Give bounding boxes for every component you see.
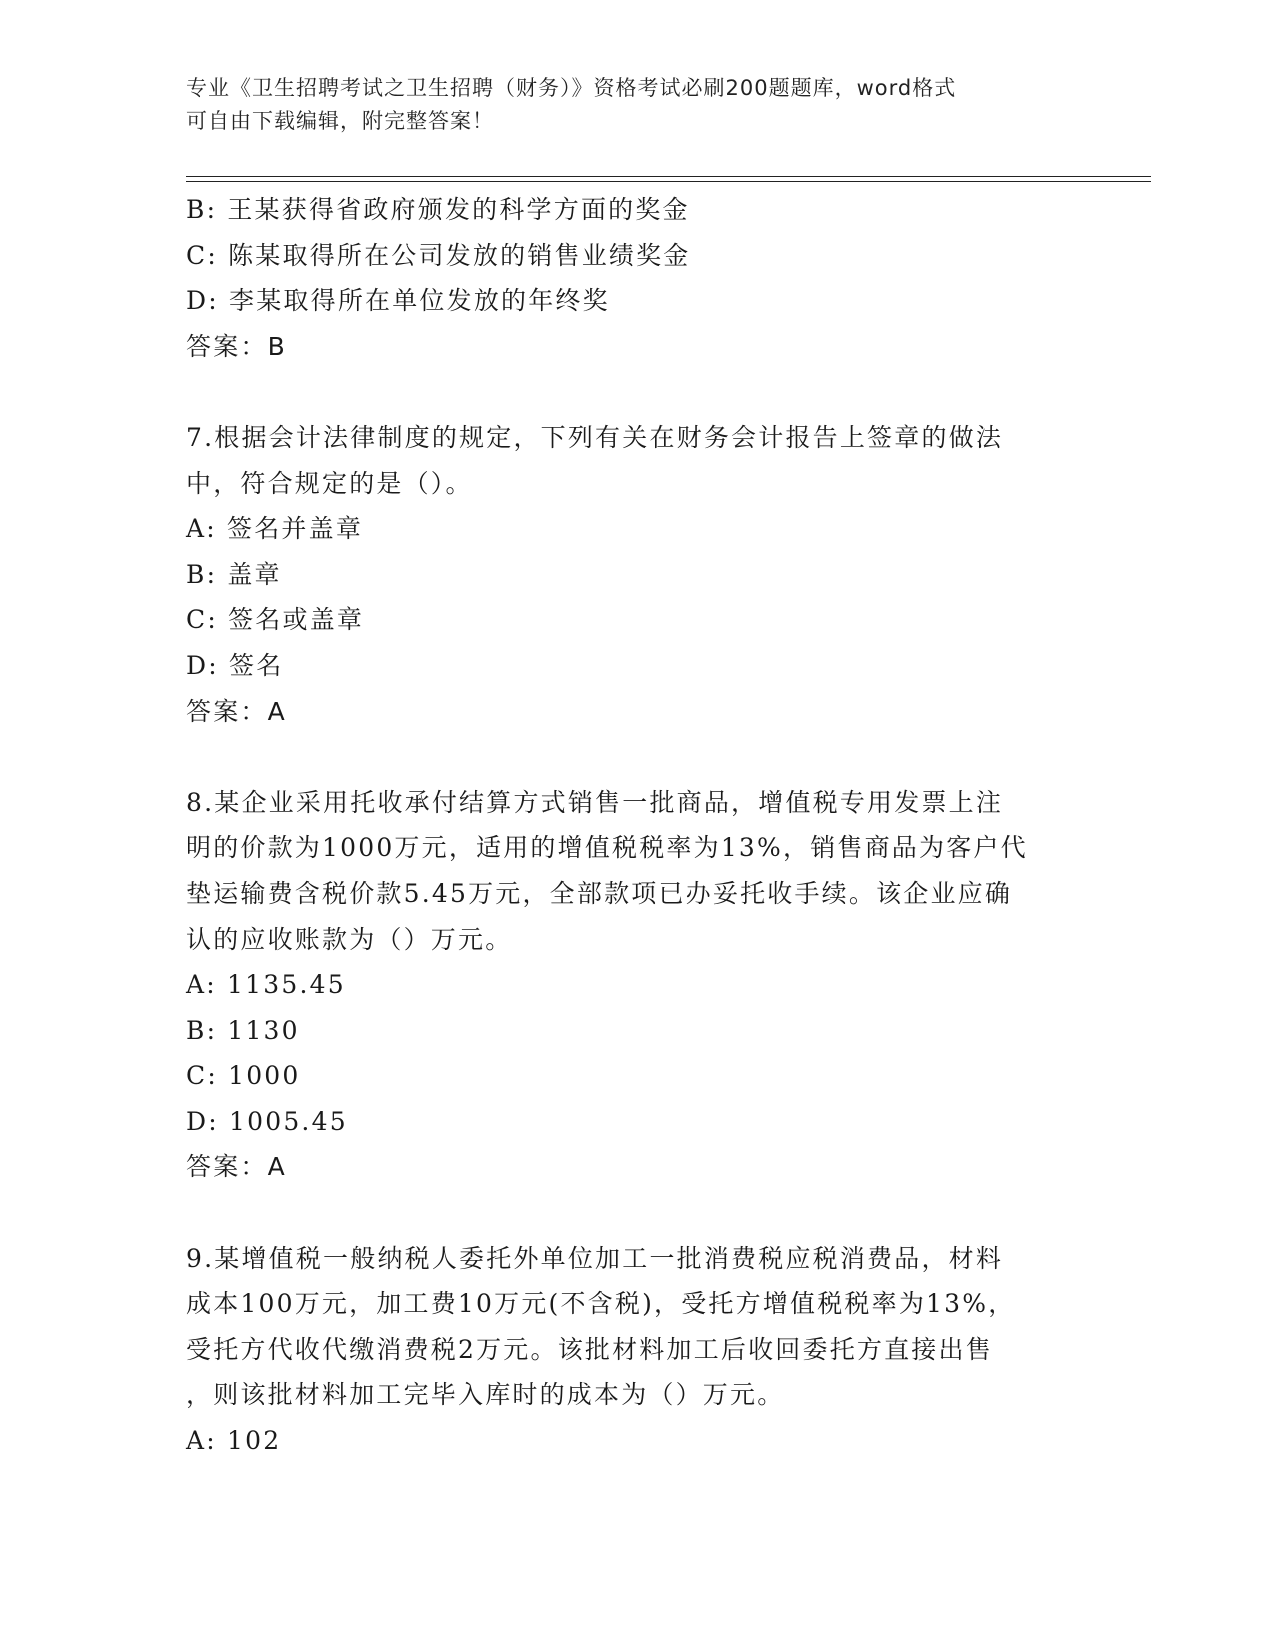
q9-stem-line-1: 9.某增值税一般纳税人委托外单位加工一批消费税应税消费品，材料 <box>186 1243 1004 1273</box>
q8-answer: 答案：A <box>186 1152 287 1182</box>
question-content <box>186 187 1086 1464</box>
header-divider-bottom <box>186 181 1151 182</box>
q8-option-d: D: 1005.45 <box>186 1106 348 1136</box>
q9-stem-line-3: 受托方代收代缴消费税2万元。该批材料加工后收回委托方直接出售 <box>186 1334 993 1364</box>
document-header <box>186 72 1086 138</box>
question-7 <box>186 415 1086 734</box>
header-line-2: 可自由下载编辑，附完整答案！ <box>186 109 494 133</box>
q8-stem-line-1: 8.某企业采用托收承付结算方式销售一批商品，增值税专用发票上注 <box>186 787 1004 817</box>
q6-option-d: D: 李某取得所在单位发放的年终奖 <box>186 286 610 316</box>
q6-option-c: C: 陈某取得所在公司发放的销售业绩奖金 <box>186 240 691 270</box>
q8-stem-line-2: 明的价款为1000万元，适用的增值税税率为13%，销售商品为客户代 <box>186 833 1028 863</box>
question-6-tail <box>186 187 1086 369</box>
q7-answer: 答案：A <box>186 696 287 726</box>
header-line-1: 专业《卫生招聘考试之卫生招聘（财务）》资格考试必刷200题题库，word格式 <box>186 76 957 100</box>
q7-option-b: B: 盖章 <box>186 559 282 589</box>
q8-stem-line-3: 垫运输费含税价款5.45万元，全部款项已办妥托收手续。该企业应确 <box>186 878 1013 908</box>
q7-option-a: A: 签名并盖章 <box>186 514 364 544</box>
q9-stem-line-4: ，则该批材料加工完毕入库时的成本为（）万元。 <box>186 1380 785 1410</box>
q7-option-c: C: 签名或盖章 <box>186 605 365 635</box>
header-divider-top <box>186 176 1151 177</box>
q8-option-b: B: 1130 <box>186 1015 300 1045</box>
q7-option-d: D: 签名 <box>186 650 284 680</box>
spacer <box>186 369 1086 415</box>
q7-stem-line-2: 中，符合规定的是（）。 <box>186 468 473 498</box>
q8-stem-line-4: 认的应收账款为（）万元。 <box>186 924 513 954</box>
question-8 <box>186 780 1086 1190</box>
q8-option-a: A: 1135.45 <box>186 970 346 1000</box>
q9-stem-line-2: 成本100万元，加工费10万元(不含税)，受托方增值税税率为13%， <box>186 1289 1016 1319</box>
q8-option-c: C: 1000 <box>186 1061 301 1091</box>
q6-answer: 答案：B <box>186 331 287 361</box>
question-9 <box>186 1236 1086 1464</box>
spacer <box>186 1190 1086 1236</box>
q6-option-b: B: 王某获得省政府颁发的科学方面的奖金 <box>186 195 690 224</box>
spacer <box>186 734 1086 780</box>
q7-stem-line-1: 7.根据会计法律制度的规定，下列有关在财务会计报告上签章的做法 <box>186 422 1004 452</box>
q9-option-a: A: 102 <box>186 1426 282 1456</box>
